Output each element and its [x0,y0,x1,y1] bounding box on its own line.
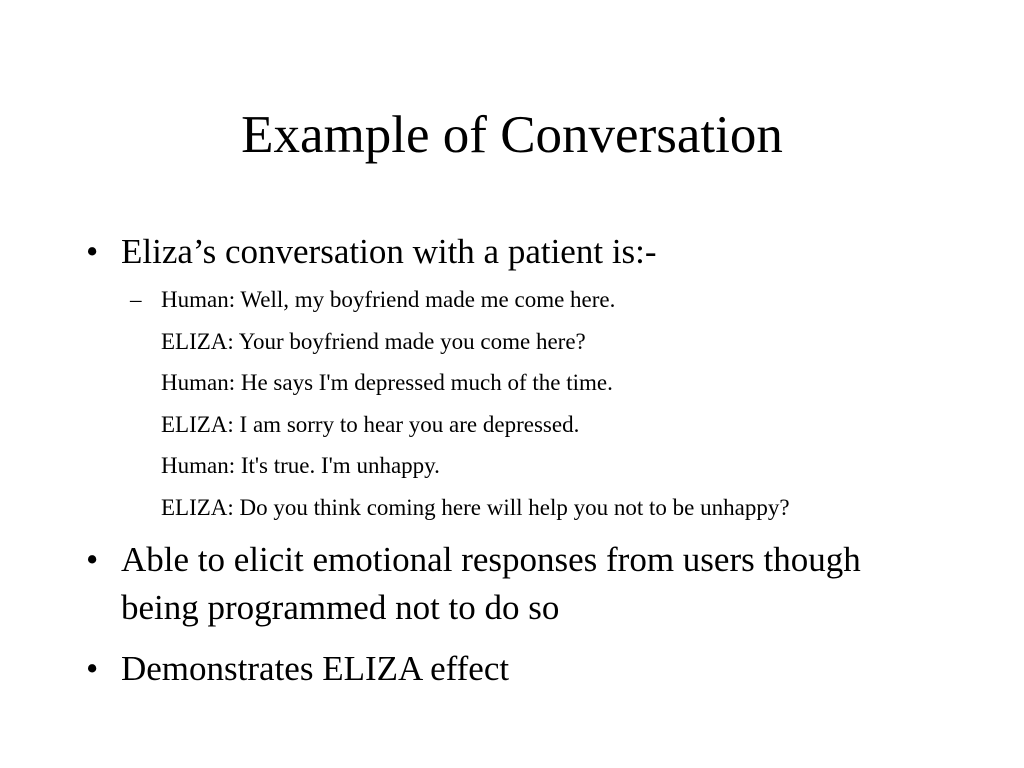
conversation-line: ELIZA: Your boyfriend made you come here? [161,329,586,354]
bullet-marker: • [86,649,99,688]
conversation-line: Human: He says I'm depressed much of the time. [161,370,613,395]
conversation-line: Human: It's true. I'm unhappy. [161,453,440,478]
bullet-marker: • [86,232,99,271]
bullet-text: Eliza’s conversation with a patient is:- [121,232,657,271]
slide-title: Example of Conversation [241,106,783,164]
bullet-marker: • [86,540,99,579]
dash-marker: – [130,287,142,312]
bullet-text: Able to elicit emotional responses from users though being programmed not to do so [121,540,861,627]
bullet-text: Demonstrates ELIZA effect [121,649,510,688]
conversation-line: ELIZA: I am sorry to hear you are depressed. [161,412,580,437]
conversation-line: ELIZA: Do you think coming here will help you not to be unhappy? [161,495,790,520]
conversation-line: Human: Well, my boyfriend made me come here. [161,287,616,312]
